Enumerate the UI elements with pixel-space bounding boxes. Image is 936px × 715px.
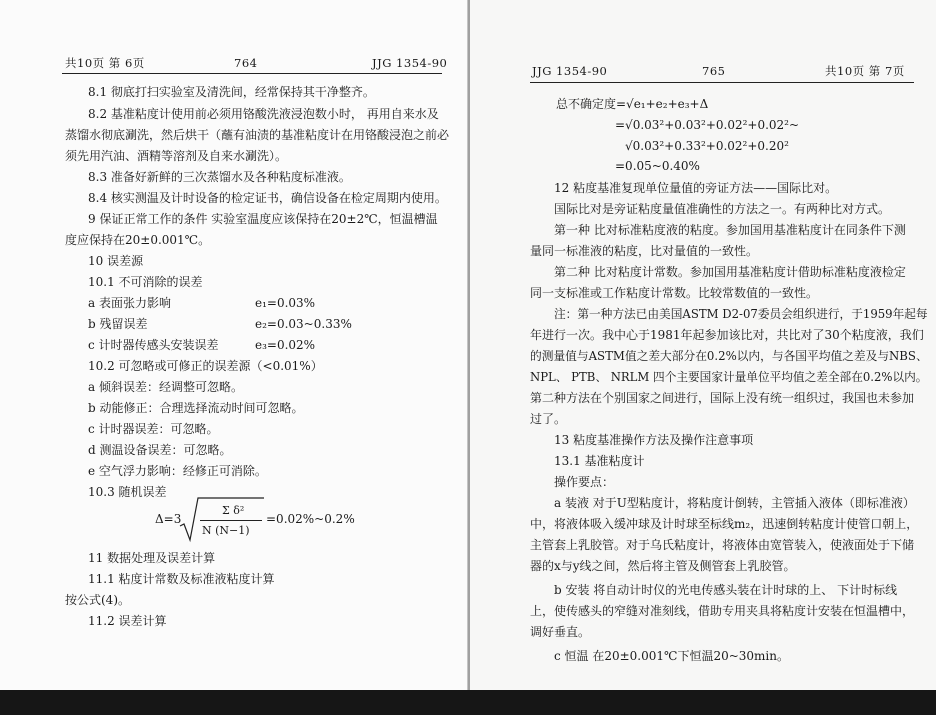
fraction-bar: [200, 520, 262, 521]
text-line: 8.1 彻底打扫实验室及清洗间，经常保持其干净整齐。: [88, 85, 375, 99]
text-line: 度应保持在20±0.001℃。: [65, 233, 211, 247]
error-item: c 计时器传感头安装误差: [88, 338, 219, 352]
text-line: 国际比对是旁证粘度量值准确性的方法之一。有两种比对方式。: [554, 202, 891, 216]
left-standard-code: JJG 1354-90: [372, 56, 448, 70]
formula-result: =0.02%~0.2%: [266, 512, 355, 526]
text-line: 第一种 比对标准粘度液的粘度。参加国用基准粘度计在同条件下测: [554, 223, 906, 237]
text-line: 同一支标准或工作粘度计常数。比较常数值的一致性。: [530, 286, 819, 300]
text-line: e 空气浮力影响：经修正可消除。: [88, 464, 267, 478]
text-line: c 计时器误差：可忽略。: [88, 422, 219, 436]
text-line: 9 保证正常工作的条件 实验室温度应该保持在20±2℃，恒温槽温: [88, 212, 438, 226]
left-page-count: 共10页 第 6页: [65, 56, 145, 70]
subsection-heading: 10.3 随机误差: [88, 485, 167, 499]
formula-line: =√0.03²+0.03²+0.02²+0.02²~: [615, 118, 800, 132]
error-item: a 表面张力影响: [88, 296, 171, 310]
note-line: 过了。: [530, 412, 567, 426]
note-line: 第二种方法在个别国家之间进行，国际上没有统一组织过，我国也未参加: [530, 391, 915, 405]
section-heading: 12 粘度基准复现单位量值的旁证方法——国际比对。: [554, 181, 838, 195]
section-heading: 11 数据处理及误差计算: [88, 551, 216, 565]
subsection-heading: 11.1 粘度计常数及标准液粘度计算: [88, 572, 275, 586]
text-line: 调好垂直。: [530, 625, 591, 639]
note-line: 的测量值与ASTM值之差大部分在0.2%以内，与各国平均值之差及与NBS、: [530, 349, 928, 363]
section-heading: 13 粘度基准操作方法及操作注意事项: [554, 433, 754, 447]
error-value: e₂=0.03~0.33%: [255, 317, 352, 331]
text-line: 8.3 准备好新鲜的三次蒸馏水及各种粘度标准液。: [88, 170, 351, 184]
text-line: a 装液 对于U型粘度计，将粘度计倒转，主管插入液体（即标准液）: [554, 496, 915, 510]
note-line: NPL、 PTB、 NRLM 四个主要国家计量单位平均值之差全部在0.2%以内。: [530, 370, 928, 384]
right-page-number: 765: [702, 64, 726, 78]
formula-denominator: N (N−1): [202, 524, 250, 537]
text-line: 8.2 基准粘度计使用前必须用铬酸洗液浸泡数小时， 再用自来水及: [88, 107, 439, 121]
text-line: 上，使传感头的窄缝对准刻线，借助专用夹具将粘度计安装在恒温槽中，: [530, 604, 915, 618]
error-value: e₃=0.02%: [255, 338, 316, 352]
text-line: b 动能修正：合理选择流动时间可忽略。: [88, 401, 304, 415]
formula-line: 总不确定度=√e₁+e₂+e₃+Δ: [556, 97, 709, 111]
note-line: 注：第一种方法已由美国ASTM D2-07委员会组织进行，于1959年起每: [554, 307, 928, 321]
text-line: 第二种 比对粘度计常数。参加国用基准粘度计借助标准粘度液检定: [554, 265, 906, 279]
text-line: 操作要点：: [554, 475, 615, 489]
formula-line: =0.05~0.40%: [615, 159, 700, 173]
text-line: 量同一标准液的粘度，比对量值的一致性。: [530, 244, 759, 258]
text-line: a 倾斜误差：经调整可忽略。: [88, 380, 243, 394]
error-value: e₁=0.03%: [255, 296, 316, 310]
subsection-heading: 13.1 基准粘度计: [554, 454, 645, 468]
text-line: 按公式(4)。: [65, 593, 130, 607]
scan-bottom-edge: [0, 690, 936, 715]
right-page-count: 共10页 第 7页: [825, 64, 905, 78]
text-line: 蒸馏水彻底涮洗，然后烘干（蘸有油渍的基准粘度计在用铬酸浸泡之前必: [65, 128, 450, 142]
text-line: 器的x与y线之间，然后将主管及侧管套上乳胶管。: [530, 559, 796, 573]
right-standard-code: JJG 1354-90: [532, 64, 608, 78]
text-line: b 安装 将自动计时仪的光电传感头装在计时球的上、 下计时标线: [554, 583, 898, 597]
text-line: 8.4 核实测温及计时设备的检定证书，确信设备在检定周期内使用。: [88, 191, 447, 205]
text-line: 中，将液体吸入缓冲球及计时球至标线m₂，迅速倒转粘度计使管口朝上，: [530, 517, 919, 531]
right-page: [470, 0, 936, 690]
section-heading: 10 误差源: [88, 254, 144, 268]
left-page: [0, 0, 468, 690]
text-line: 主管套上乳胶管。对于乌氏粘度计，将液体由宽管装入，使液面处于下储: [530, 538, 915, 552]
error-item: b 残留误差: [88, 317, 148, 331]
text-line: 须先用汽油、酒精等溶剂及自来水涮洗）。: [65, 149, 288, 163]
formula-line: √0.03²+0.33²+0.02²+0.20²: [625, 139, 789, 153]
subsection-heading: 11.2 误差计算: [88, 614, 167, 628]
text-line: c 恒温 在20±0.001℃下恒温20~30min。: [554, 649, 789, 663]
formula-lhs: Δ=3: [155, 512, 182, 526]
text-line: d 测温设备误差：可忽略。: [88, 443, 232, 457]
subsection-heading: 10.2 可忽略或可修正的误差源（<0.01%）: [88, 359, 323, 373]
right-header-rule: [530, 82, 914, 83]
left-header-rule: [62, 73, 442, 74]
subsection-heading: 10.1 不可消除的误差: [88, 275, 203, 289]
left-page-number: 764: [234, 56, 258, 70]
note-line: 年进行一次。我中心于1981年起参加该比对，共比对了30个粘度液，我们: [530, 328, 924, 342]
formula-numerator: Σ δ²: [222, 504, 245, 517]
